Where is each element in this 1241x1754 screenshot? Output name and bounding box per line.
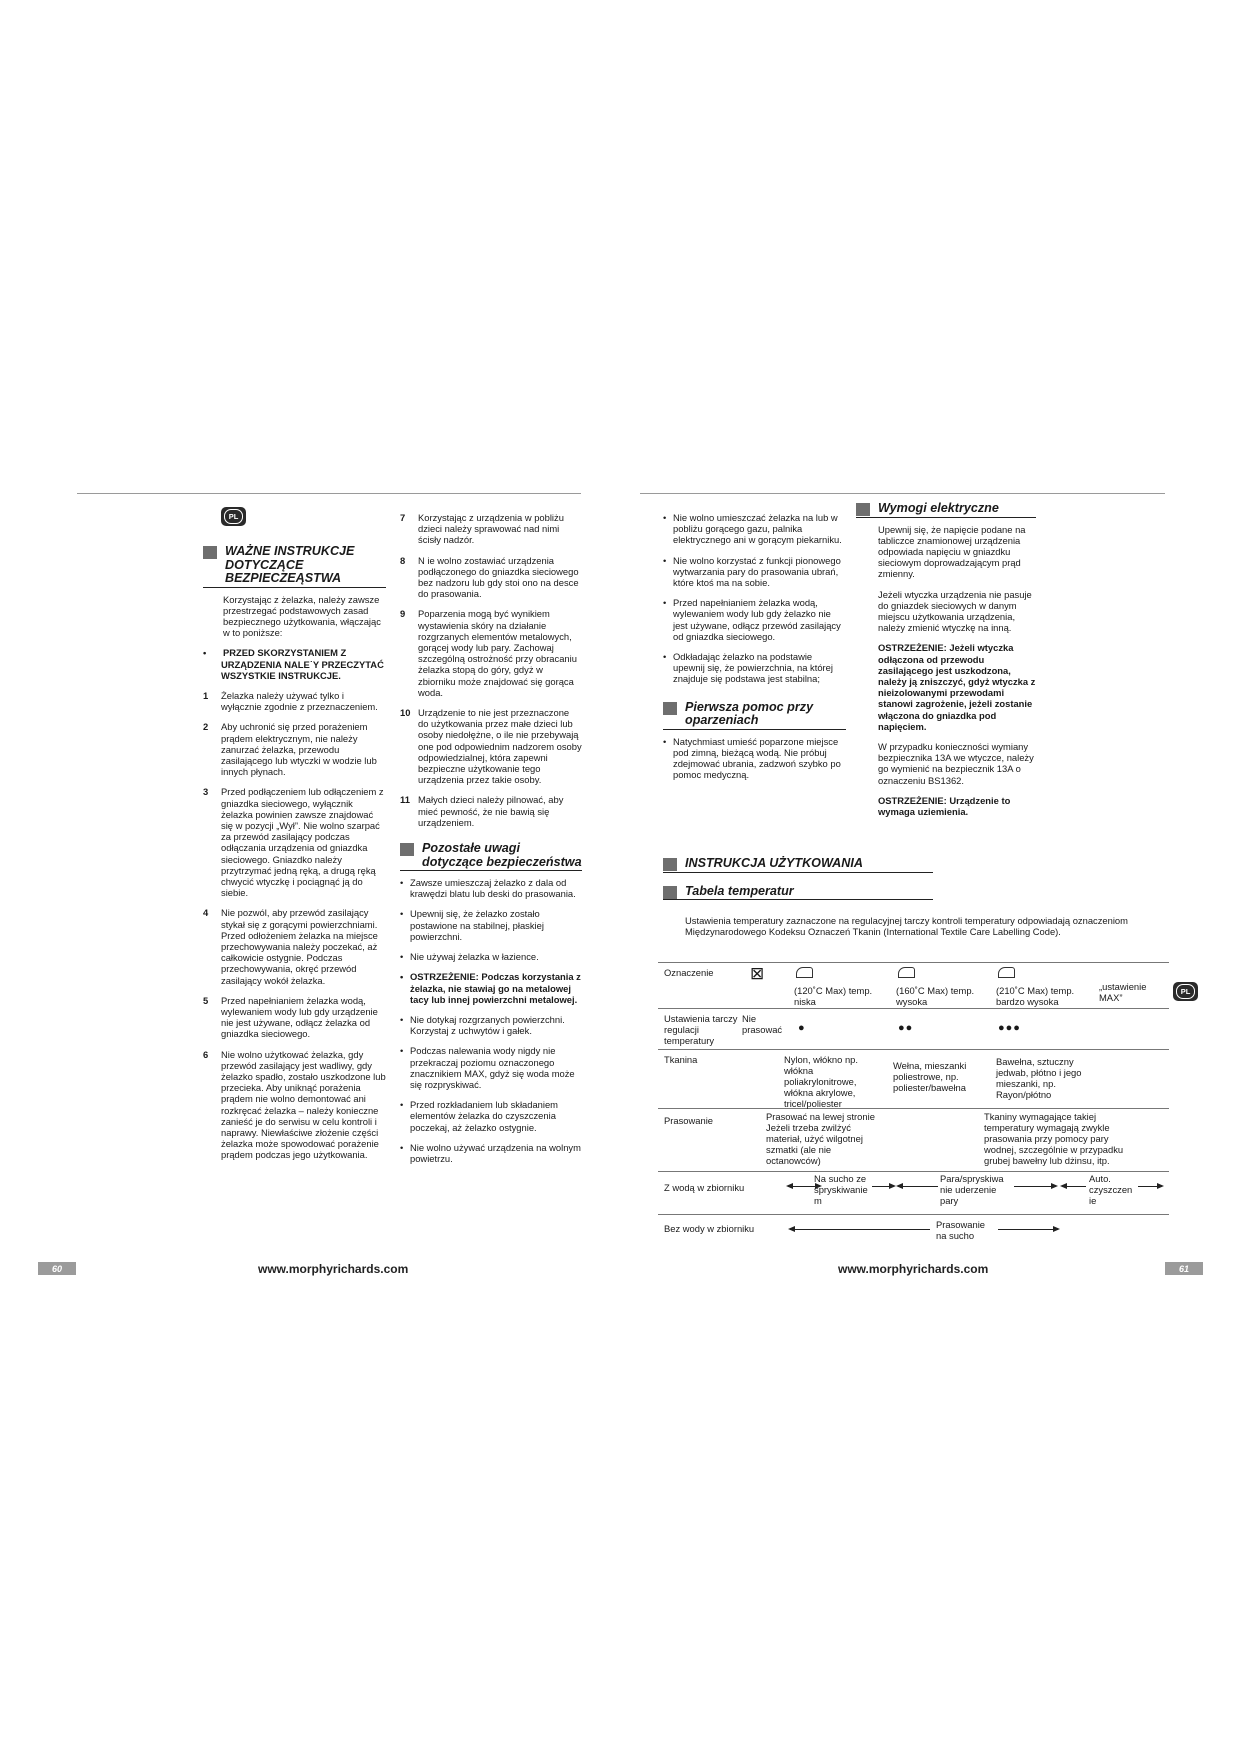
item-text: Przed napełnianiem żelazka wodą, wylewaniem wody lub gdy urządzenie nie jest używane, odłącz żelazka od gniazdka sieciowego. [221,994,378,1040]
numbered-item-5 [203,995,386,1040]
numbered-item-2 [203,721,386,777]
numbered-item-1 [203,690,386,712]
table-row-fabric [658,1050,1169,1109]
other-safety-bullet: • Przed rozkładaniem lub składaniem elementów żelazka do czyszczenia poczekaj, aż żelazko ostygnie. [400,1099,582,1133]
table-row-without-water [658,1215,1169,1249]
item-number: 9 [400,608,406,620]
temp-table-heading: Tabela temperatur [663,885,933,901]
fabric-max: Bawełna, sztuczny jedwab, płótno i jego mieszanki, np. Rayon/płótno [996,1056,1082,1100]
language-badge-right: PL [1173,982,1198,1001]
item-text: Małych dzieci należy pilnować, aby mieć pewność, że nie bawią się urządzeniem. [418,794,564,828]
item-text: Aby uchronić się przed porażeniem prądem elektrycznym, nie należy zanurzać żelazka, przewodu zasilającego lub wtyczki w wodzie lub innych płynach. [221,721,377,778]
usage-section [663,853,933,906]
arrow-to-steam [872,1186,894,1187]
table-row-symbol [658,963,1169,1009]
mode-dry-spray: Na sucho ze spryskiwanie m [814,1173,868,1206]
page-number-left: 60 [38,1262,76,1275]
ironing-note-left: Prasować na lewej stronie Jeżeli trzeba zwilżyć materiał, użyć wilgotnej szmatki (ale nie octanowców) [766,1111,875,1166]
item-number: 6 [203,1048,209,1060]
mode-dry-only: Prasowanie na sucho [936,1219,985,1241]
temp-setting-max: „ustawienie MAX” [1099,981,1147,1003]
read-instructions-bullet: • PRZED SKORZYSTANIEM Z URZĄDZENIA NALE˙Y PRZECZYTAĆ WSZYSTKIE INSTRUKCJE. [203,647,384,681]
electric-p1: Upewnij się, że napięcie podane na tabliczce znamionowej urządzenia odpowiada napięciu w gniazdku sieciowym doprowadzającym prąd zmienny. [878,523,1026,580]
item-text: Korzystając z urządzenia w pobliżu dzieci należy sprawować nad nimi ścisły nadzór. [418,512,564,546]
item-text: Przed podłączeniem lub odłączeniem z gniazdka sieciowego, wyłącznik żelazka powinien zawsze znajdować się w pozycji „Wył”. Nie wolno szarpać za przewód zasilający podczas odłączania urządzenia od gniazdka sieciowego. Gniazdko należy przytrzymać jedną ręką, a drugą ręką chwycić wtyczkę i pociągnąć ją do siebie. [221,786,384,899]
item-number: 2 [203,721,209,733]
mode-steam: Para/spryskiwa nie uderzenie pary [940,1173,1004,1206]
item-number: 5 [203,994,209,1006]
other-safety-bullet: • Nie dotykaj rozgrzanych powierzchni. Korzystaj z uchwytów i gałek. [400,1014,582,1036]
table-row-dial [658,1009,1169,1050]
dots-low: ● [798,1022,806,1034]
iron-low-icon [796,967,813,980]
electric-warning-1: OSTRZEŻENIE: Jeżeli wtyczka odłączona od przewodu zasilającego jest uszkodzona, należy ją zniszczyć, gdyż wtyczka z nieizolowanymi przewodami stanowi zagrożenie, jeżeli zostanie włączona do gniazdka pod napięciem. [878,642,1036,732]
arrow-auto-end [1138,1186,1162,1187]
fabric-low: Nylon, włókno np. włókna poliakrylonitrowe, włókna akrylowe, tricel/poliester [784,1054,858,1109]
arrow-from-auto [1062,1186,1086,1187]
other-safety-bullet: • Upewnij się, że żelazko zostało postawione na stabilnej, płaskiej powierzchni. [400,908,582,942]
arrow-from-steam [898,1186,938,1187]
other-safety-bullet: • Nie używaj żelazka w łazience. [400,951,582,962]
arrow-dry-left [790,1229,930,1230]
row-label-dial: Ustawienia tarczy regulacji temperatury [664,1013,738,1046]
top-rule-left [77,493,581,494]
item-text: Nie pozwól, aby przewód zasilający stykał się z gorącymi powierzchniami. Przed odłożeniem żelazka na miejsce przechowywania należy poczekać, aż całkowicie ostygnie. Podczas przechowywania, okręć przewód zasilający wokół żelazka. [221,907,378,986]
dots-high: ●● [898,1022,914,1034]
item-text: Nie wolno użytkować żelazka, gdy przewód zasilający jest wadliwy, gdy żelazko spadło, zostało uszkodzone lub przecieka. Aby uniknąć porażenia prądem nie wolno demontować ani rozkręcać żelazka – należy konieczne zanieść je do serwisu w celu kontroli i naprawy. Niewłaściwe złożenie części żelazka może spowodować porażenie prądem podczas jego użytkowania. [221,1048,386,1161]
electric-p2: Jeżeli wtyczka urządzenia nie pasuje do gniazdek sieciowych w danym miejscu użytkowania urządzenia, należy zmienić wtyczkę na inną. [878,588,1032,634]
top-rule-right [640,493,1165,494]
left-column-2 [400,512,582,1173]
safety-intro: Korzystając z żelazka, należy zawsze przestrzegać podstawowych zasad bezpiecznego użytkowania, włączając w to poniższe: [223,593,381,639]
item-number: 8 [400,554,406,566]
item-number: 1 [203,689,209,701]
numbered-item-9 [400,608,582,698]
numbered-item-7 [400,512,582,546]
other-safety-bullet: • OSTRZEŻENIE: Podczas korzystania z żelazka, nie stawiaj go na metalowej tacy lub innej powierzchni metalowej. [400,971,582,1005]
item-number: 3 [203,786,209,798]
row-label-fabric: Tkanina [664,1054,698,1065]
numbered-item-3 [203,786,386,898]
item-text: Urządzenie to nie jest przeznaczone do użytkowania przez małe dzieci lub osoby niedołężne, o ile nie przebywają one pod odpowiednim nadzorem osoby odpowiedzialnej, która zapewni bezpieczne użytkowanie tego urządzenia przez takie osoby. [418,707,582,786]
page-number-right: 61 [1165,1262,1203,1275]
ironing-note-right: Tkaniny wymagające takiej temperatury wymagają zwykle prasowania przy pomocy pary wodnej, szczególnie w przypadku grubej bawełny lub dżinsu, itp. [984,1111,1124,1166]
language-badge-left: PL [221,507,246,526]
no-iron-label: Nie prasować [742,1013,783,1035]
other-safety-bullet: • Zawsze umieszczaj żelazko z dala od krawędzi blatu lub deski do prasowania. [400,877,582,899]
fabric-high: Wełna, mieszanki poliestrowe, np. poliester/bawełna [893,1060,967,1093]
iron-max-icon [998,967,1015,980]
numbered-item-6 [203,1049,386,1161]
left-column-1 [203,541,386,1170]
temperature-table [658,962,1169,1249]
electric-p3: W przypadku konieczności wymiany bezpiecznika 13A we wtyczce, należy go wymienić na bezpiecznik 13A o oznaczeniu BS1362. [878,740,1034,786]
table-row-ironing [658,1109,1169,1172]
no-iron-icon: ⊠ [750,964,765,983]
first-aid-heading: Pierwsza pomoc przy oparzeniach [663,701,846,730]
row-label-symbol: Oznaczenie [664,967,714,978]
item-text: Poparzenia mogą być wynikiem wystawienia skóry na działanie rozgrzanych elementów metalowych, gorącej wody lub pary. Zachowaj szczególną ostrożność przy obracaniu żelazka stopą do góry, gdyż w zbiorniku może znajdować się gorąca woda. [418,608,577,698]
table-row-with-water [658,1172,1169,1215]
temp-max-label: (210˚C Max) temp. bardzo wysoka [996,985,1075,1007]
temp-high-label: (160˚C Max) temp. wysoka [896,985,975,1007]
other-safety-bullet: • Nie wolno używać urządzenia na wolnym powietrzu. [400,1142,582,1164]
website-right: www.morphyrichards.com [838,1262,989,1276]
right-safety-bullet: • Odkładając żelazko na podstawie upewnij się, że powierzchnia, na której znajduje się podstawa jest stabilna; [663,651,846,685]
right-column-2 [856,502,1036,826]
electric-heading: Wymogi elektryczne [856,502,1036,518]
usage-heading: INSTRUKCJA UŻYTKOWANIA [663,857,933,873]
first-aid-text: • Natychmiast umieść poparzone miejsce pod zimną, bieżącą wodą. Nie próbuj zdejmować ubrania, zadzwoń szybko po pomoc medyczną. [663,736,846,781]
numbered-item-11 [400,794,582,828]
right-safety-bullet: • Przed napełnianiem żelazka wodą, wylewaniem wody lub gdy żelazko nie jest używane, odłącz przewód zasilający od gniazdka sieciowego. [663,597,846,642]
dots-max: ●●● [998,1022,1021,1034]
item-text: N ie wolno zostawiać urządzenia podłączonego do gniazdka sieciowego bez nadzoru lub gdy stoi ono na desce do prasowania. [418,554,579,600]
temp-low-label: (120˚C Max) temp. niska [794,985,873,1007]
row-label-without-water: Bez wody w zbiorniku [664,1223,755,1234]
numbered-item-4 [203,907,386,985]
website-left: www.morphyrichards.com [258,1262,409,1276]
arrow-to-auto [1014,1186,1056,1187]
electric-warning-2: OSTRZEŻENIE: Urządzenie to wymaga uziemienia. [878,794,1011,817]
right-column-1 [663,512,846,789]
right-safety-bullet: • Nie wolno umieszczać żelazka na lub w pobliżu gorącego gazu, palnika elektrycznego ani w gorącym piekarniku. [663,512,846,546]
other-safety-bullet: • Podczas nalewania wody nigdy nie przekraczaj poziomu oznaczonego znacznikiem MAX, gdyż się woda może się rozpryskiwać. [400,1045,582,1090]
item-number: 10 [400,707,411,719]
temp-table-intro: Ustawienia temperatury zaznaczone na regulacyjnej tarczy kontroli temperatury odpowiadają oznaczeniom Międzynarodowego Kodeksu Oznaczeń Tkanin (International Textile Care Labelling Code). [685,915,1128,938]
right-safety-bullet: • Nie wolno korzystać z funkcji pionowego wytwarzania pary do prasowania ubrań, które ktoś ma na sobie. [663,555,846,589]
other-safety-heading: Pozostałe uwagi dotyczące bezpieczeństwa [400,842,582,871]
numbered-item-8 [400,555,582,600]
item-number: 11 [400,794,410,806]
safety-heading: WAŻNE INSTRUKCJE DOTYCZĄCE BEZPIECZEĄSTWA [203,545,386,588]
row-label-ironing: Prasowanie [664,1115,713,1126]
iron-high-icon [898,967,915,980]
item-number: 4 [203,907,209,919]
item-number: 7 [400,512,406,523]
item-text: Żelazka należy używać tylko i wyłącznie zgodnie z przeznaczeniem. [221,689,378,713]
mode-auto-clean: Auto. czyszczen ie [1089,1173,1133,1206]
numbered-item-10 [400,707,582,785]
row-label-with-water: Z wodą w zbiorniku [664,1182,745,1193]
arrow-dry-right [998,1229,1058,1230]
